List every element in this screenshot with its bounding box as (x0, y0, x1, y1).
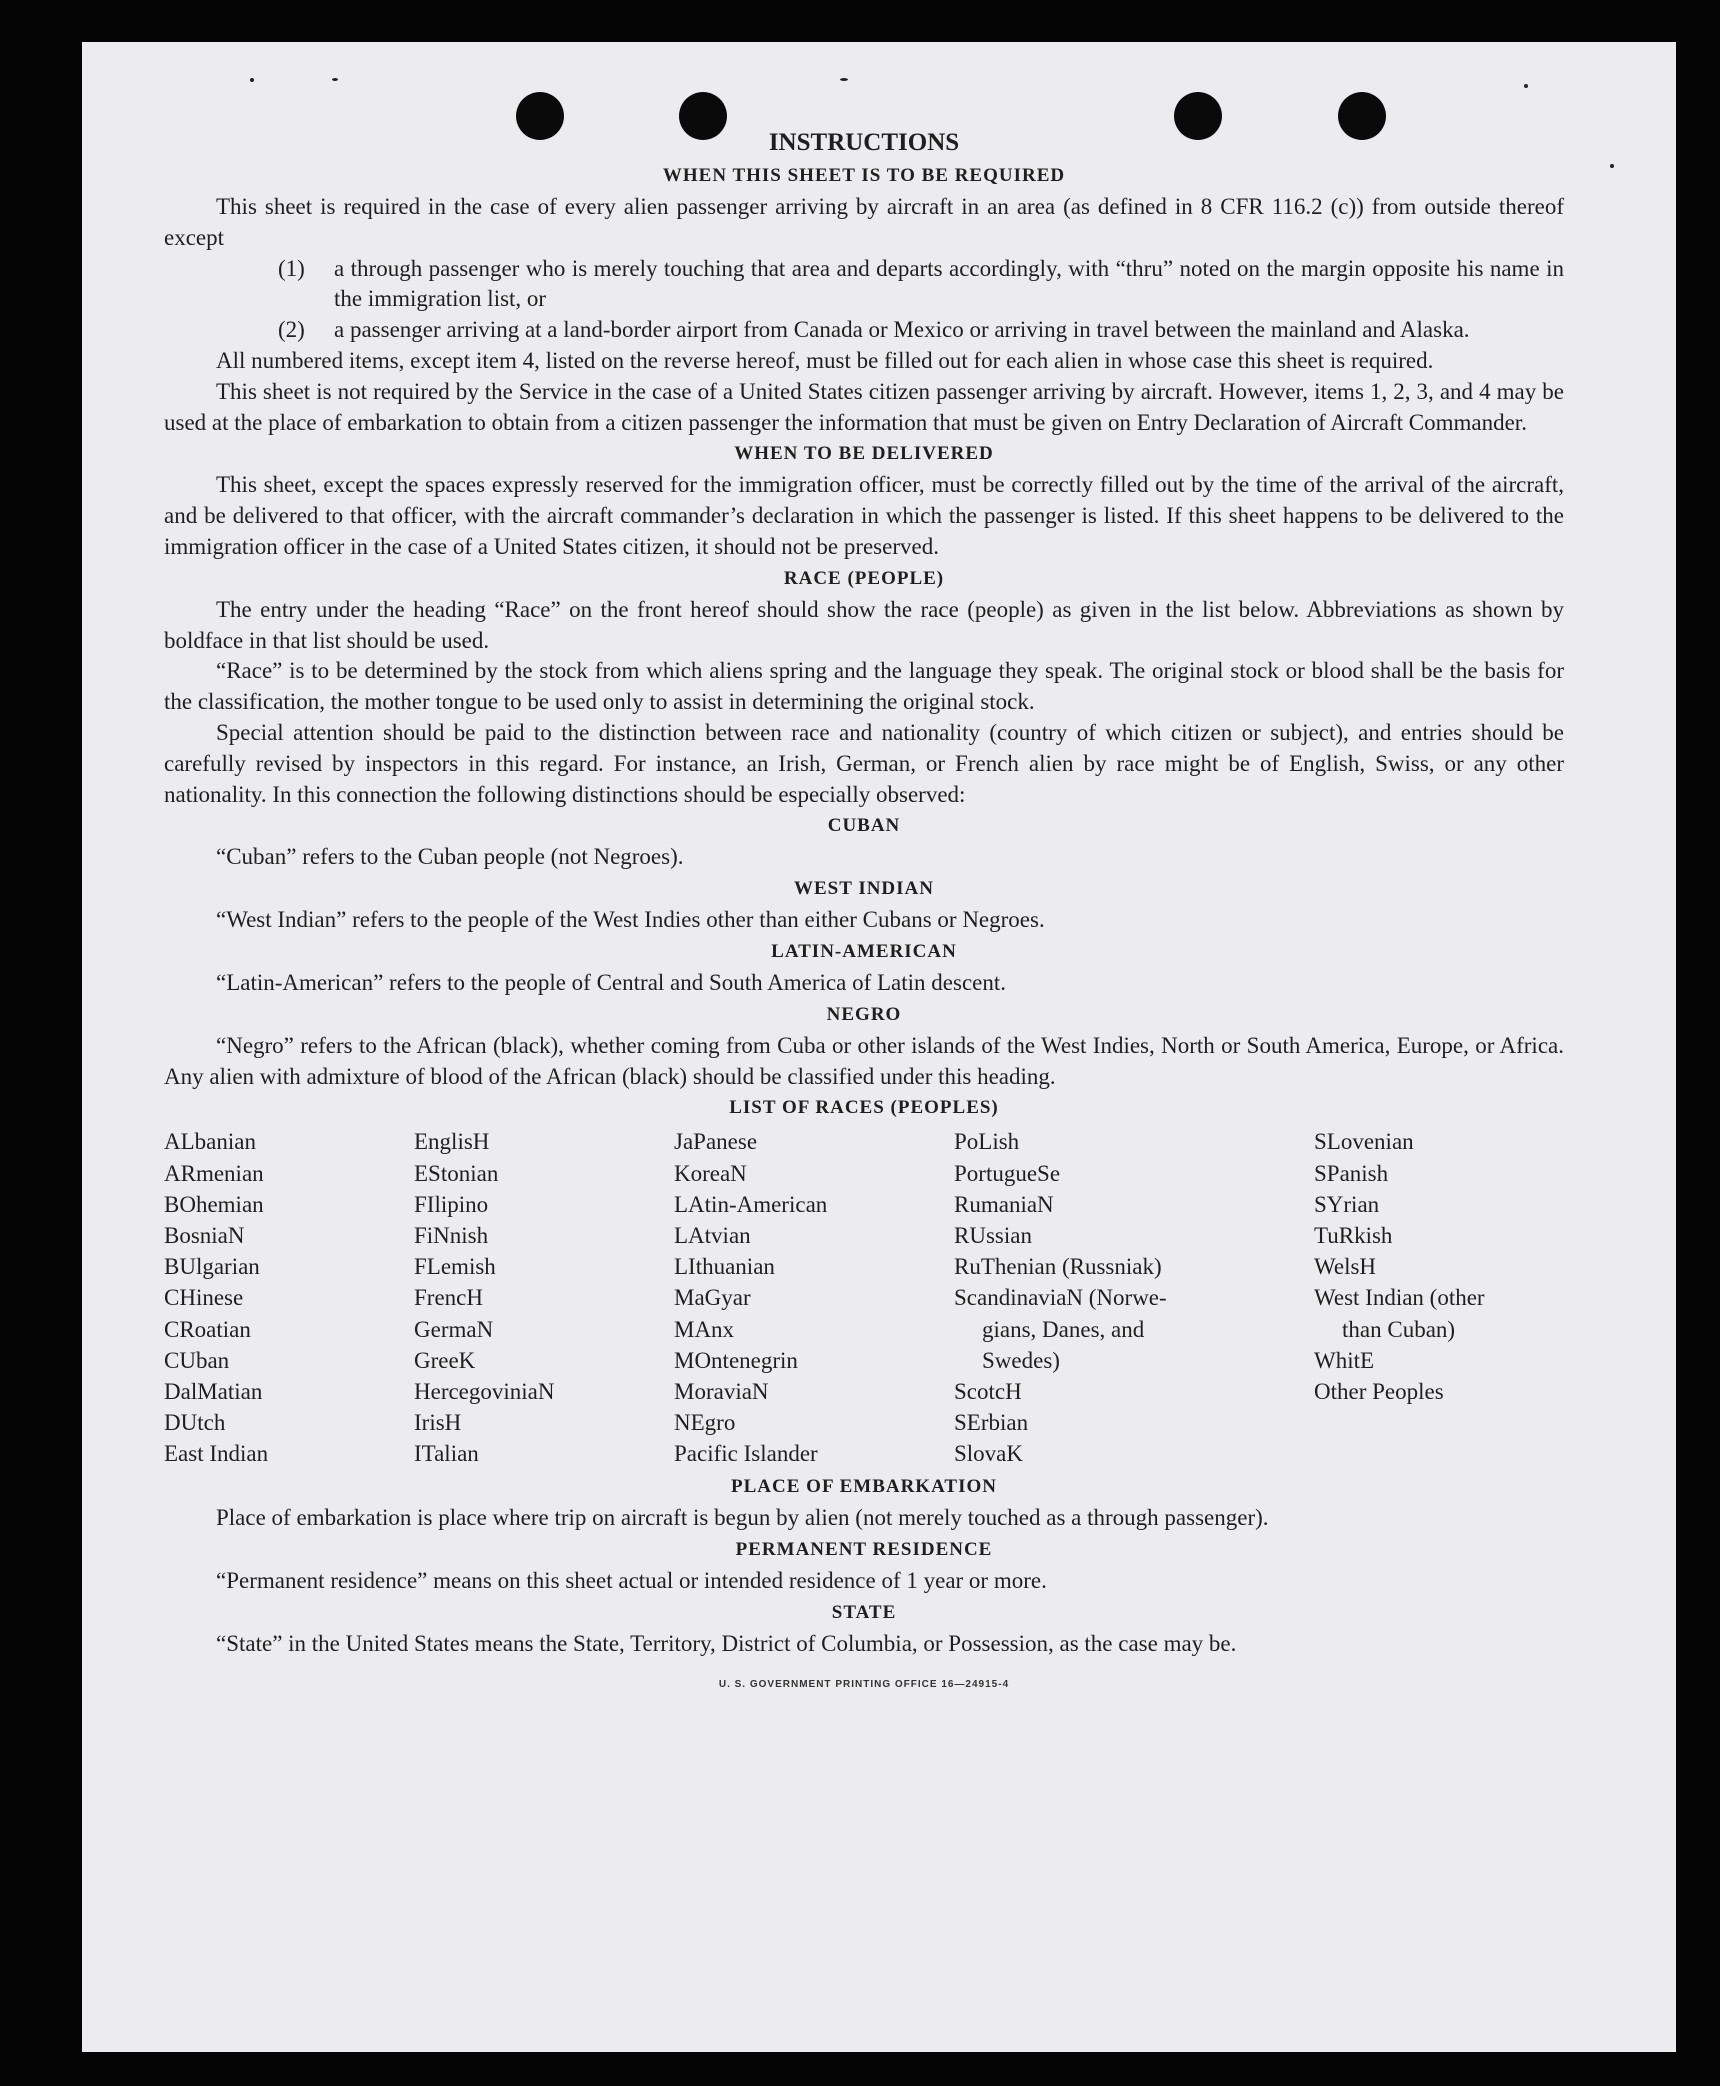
race-entry: GreeK (414, 1347, 476, 1373)
race-entry: DalMatian (164, 1378, 263, 1404)
race-entry: CHinese (164, 1285, 244, 1311)
race-list (164, 1126, 1564, 1471)
paragraph: “State” in the United States means the State, Territory, District of Columbia, or Possession, as the case may be. (216, 1630, 1237, 1656)
race-entry: LAtvian (674, 1222, 751, 1248)
heading-permanent-residence: PERMANENT RESIDENCE (735, 1539, 993, 1561)
paragraph: All numbered items, except item 4, listed on the reverse hereof, must be filled out for each alien in whose case this sheet is required. (216, 347, 1434, 373)
speck (1610, 164, 1614, 168)
race-entry: SLovenian (1314, 1129, 1414, 1155)
race-entry: KoreaN (674, 1160, 747, 1186)
heading-state: STATE (831, 1601, 897, 1623)
race-entry: TuRkish (1314, 1222, 1393, 1248)
race-entry: JaPanese (674, 1129, 758, 1155)
item-number: (1) (278, 255, 305, 281)
race-entry: ScandinaviaN (Norwe- (954, 1285, 1167, 1311)
speck (250, 78, 254, 82)
race-entry: SErbian (954, 1410, 1029, 1436)
race-entry: MOntenegrin (674, 1347, 798, 1373)
race-entry: CRoatian (164, 1316, 251, 1342)
exception-item (278, 254, 1564, 316)
heading-when-delivered: WHEN TO BE DELIVERED (734, 443, 994, 465)
race-entry: GermaN (414, 1316, 494, 1342)
race-entry-continued: gians, Danes, and (982, 1316, 1145, 1342)
heading-west-indian: WEST INDIAN (794, 878, 934, 900)
race-entry: EnglisH (414, 1129, 490, 1155)
exception-item (278, 315, 1564, 346)
race-entry: ALbanian (164, 1129, 256, 1155)
item-text: a passenger arriving at a land-border airport from Canada or Mexico or arriving in travel between the mainland and Alaska. (334, 317, 1470, 343)
heading-list-of-races: LIST OF RACES (PEOPLES) (729, 1097, 999, 1119)
race-entry: ITalian (414, 1441, 479, 1467)
race-entry: ScotcH (954, 1378, 1022, 1404)
speck (1524, 84, 1528, 88)
paragraph: “Latin-American” refers to the people of Central and South America of Latin descent. (216, 969, 1006, 995)
heading-negro: NEGRO (826, 1003, 902, 1025)
race-column (674, 1126, 827, 1469)
paragraph: The entry under the heading “Race” on the front hereof should show the race (people) as given in the list below. Abbreviations as shown by boldface in that list should be used. (164, 596, 1564, 653)
race-entry: MAnx (674, 1316, 735, 1342)
race-entry: EStonian (414, 1160, 499, 1186)
race-entry: BOhemian (164, 1191, 264, 1217)
race-entry: WelsH (1314, 1254, 1377, 1280)
race-entry: FLemish (414, 1254, 496, 1280)
race-entry: FiNnish (414, 1222, 489, 1248)
race-entry: IrisH (414, 1410, 462, 1436)
race-entry: CUban (164, 1347, 230, 1373)
paragraph: “Permanent residence” means on this sheet actual or intended residence of 1 year or more. (216, 1568, 1047, 1594)
race-entry: NEgro (674, 1410, 736, 1436)
document-sheet (82, 42, 1676, 2052)
page-title: INSTRUCTIONS (768, 129, 960, 156)
race-entry-continued: than Cuban) (1342, 1316, 1456, 1342)
paragraph: Special attention should be paid to the distinction between race and nationality (country of which citizen or subject), and entries should be carefully revised by inspectors in this regard. For instance, an Irish, German, or French alien by race might be of English, Swiss, or any other nationality. In this connection the following distinctions should be especially observed: (164, 719, 1564, 807)
instructions-content (164, 122, 1564, 1701)
race-entry: BUlgarian (164, 1254, 260, 1280)
speck (332, 78, 338, 81)
race-entry: WhitE (1314, 1347, 1375, 1373)
race-entry: MoraviaN (674, 1378, 769, 1404)
race-entry: SPanish (1314, 1160, 1389, 1186)
race-entry: LAtin-American (674, 1191, 828, 1217)
race-entry: FIlipino (414, 1191, 489, 1217)
paragraph: “Cuban” refers to the Cuban people (not Negroes). (216, 844, 684, 870)
printing-office-imprint: U. S. GOVERNMENT PRINTING OFFICE 16—24915-4 (718, 1678, 1010, 1690)
race-entry: West Indian (other (1314, 1285, 1485, 1311)
race-entry: MaGyar (674, 1285, 751, 1311)
paragraph: This sheet, except the spaces expressly reserved for the immigration officer, must be correctly filled out by the time of the arrival of the aircraft, and be delivered to that officer, with the aircraft commander’s declaration in which the passenger is listed. If this sheet happens to be delivered to the immigration officer in the case of a United States citizen, it should not be preserved. (164, 472, 1564, 559)
race-entry: LIthuanian (674, 1254, 775, 1280)
heading-when-required: WHEN THIS SHEET IS TO BE REQUIRED (662, 165, 1066, 186)
race-column (414, 1126, 555, 1469)
race-entry: Pacific Islander (674, 1441, 818, 1467)
race-entry: RuThenian (Russniak) (954, 1254, 1162, 1280)
race-entry: SYrian (1314, 1191, 1380, 1217)
paragraph: This sheet is not required by the Service in the case of a United States citizen passenger arriving by aircraft. However, items 1, 2, 3, and 4 may be used at the place of embarkation to obtain from a citizen passenger the information that must be given on Entry Declaration of Aircraft Commander. (164, 378, 1564, 435)
race-entry: RUssian (954, 1222, 1032, 1248)
race-column (1314, 1126, 1485, 1407)
race-entry: PoLish (954, 1129, 1020, 1155)
speck (840, 78, 848, 81)
heading-place-of-embarkation: PLACE OF EMBARKATION (731, 1476, 997, 1498)
paragraph: “Race” is to be determined by the stock from which aliens spring and the language they speak. The original stock or blood shall be the basis for the classification, the mother tongue to be used only to assist in determining the original stock. (164, 658, 1564, 715)
race-column (164, 1126, 268, 1469)
race-entry: PortugueSe (954, 1160, 1061, 1186)
race-entry: HercegoviniaN (414, 1378, 555, 1404)
race-entry-continued: Swedes) (982, 1347, 1060, 1373)
race-column (954, 1126, 1167, 1469)
item-text: a through passenger who is merely touching that area and departs accordingly, with “thru” noted on the margin opposite his name in the immigration list, or (334, 255, 1564, 312)
race-entry: RumaniaN (954, 1191, 1054, 1217)
heading-latin-american: LATIN-AMERICAN (771, 940, 957, 962)
paragraph: Place of embarkation is place where trip on aircraft is begun by alien (not merely touched as a through passenger). (216, 1505, 1269, 1531)
race-entry: Other Peoples (1314, 1378, 1444, 1404)
paragraph: This sheet is required in the case of every alien passenger arriving by aircraft in an area (as defined in 8 CFR 116.2 (c)) from outside thereof except (164, 194, 1564, 250)
item-number: (2) (278, 317, 305, 343)
race-entry: SlovaK (954, 1441, 1023, 1467)
race-entry: ARmenian (164, 1160, 264, 1186)
heading-cuban: CUBAN (827, 815, 901, 837)
race-entry: FrencH (414, 1285, 483, 1311)
paragraph: “West Indian” refers to the people of the West Indies other than either Cubans or Negroes. (216, 907, 1045, 933)
race-entry: BosniaN (164, 1222, 245, 1248)
race-entry: DUtch (164, 1410, 226, 1436)
paragraph: “Negro” refers to the African (black), whether coming from Cuba or other islands of the West Indies, North or South America, Europe, or Africa. Any alien with admixture of blood of the African (black) should be classified under this heading. (164, 1032, 1564, 1089)
race-entry: East Indian (164, 1441, 269, 1467)
heading-race: RACE (PEOPLE) (783, 567, 945, 589)
